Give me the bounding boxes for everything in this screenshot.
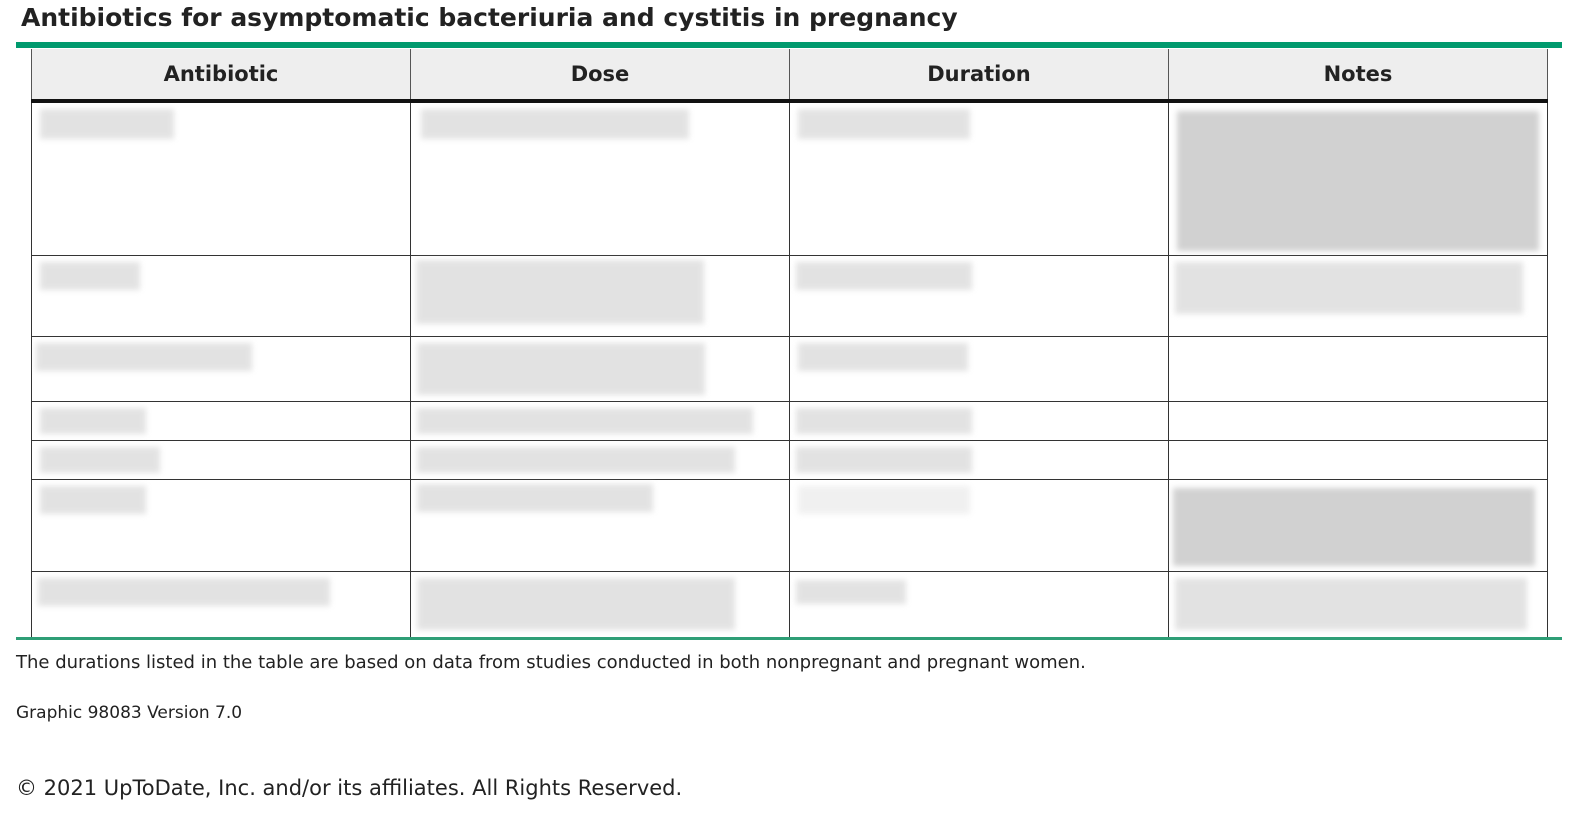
table-cell-dose (411, 479, 790, 571)
table-cell-antibiotic (32, 336, 411, 401)
redacted-text (38, 578, 330, 606)
redacted-text (40, 408, 146, 434)
column-header-antibiotic: Antibiotic (32, 49, 411, 101)
table-row (32, 401, 1548, 440)
table-row (32, 101, 1548, 255)
copyright-notice: © 2021 UpToDate, Inc. and/or its affiliates. All Rights Reserved. (16, 776, 683, 800)
redacted-text (40, 486, 146, 514)
table-cell-duration (790, 101, 1169, 255)
redacted-text (796, 262, 972, 290)
page-title: Antibiotics for asymptomatic bacteriuria and cystitis in pregnancy (21, 3, 958, 32)
table-cell-duration (790, 571, 1169, 637)
redacted-text (1175, 262, 1523, 314)
redacted-text (1177, 111, 1539, 251)
table-row (32, 479, 1548, 571)
redacted-text (417, 343, 705, 395)
table-cell-dose (411, 440, 790, 479)
table-cell-notes (1169, 479, 1548, 571)
table-cell-antibiotic (32, 440, 411, 479)
redacted-text (798, 486, 970, 514)
table-cell-notes (1169, 571, 1548, 637)
title-divider (16, 42, 1562, 48)
graphic-version-label: Graphic 98083 Version 7.0 (16, 703, 243, 723)
redacted-text (417, 578, 735, 630)
table-cell-duration (790, 401, 1169, 440)
table-cell-dose (411, 571, 790, 637)
table-cell-antibiotic (32, 255, 411, 336)
redacted-text (798, 343, 968, 371)
redacted-text (798, 109, 970, 139)
table-cell-dose (411, 101, 790, 255)
table-cell-antibiotic (32, 101, 411, 255)
table-row (32, 571, 1548, 637)
redacted-text (1173, 488, 1535, 566)
table-cell-notes (1169, 336, 1548, 401)
redacted-text (40, 447, 160, 473)
table-cell-notes (1169, 440, 1548, 479)
redacted-text (417, 408, 753, 434)
antibiotics-table (31, 49, 1548, 638)
redacted-text (36, 343, 252, 371)
table-cell-notes (1169, 101, 1548, 255)
redacted-text (40, 262, 140, 290)
redacted-text (417, 484, 653, 512)
table-row (32, 440, 1548, 479)
table-cell-duration (790, 479, 1169, 571)
table-header-row (32, 49, 1548, 101)
table-cell-duration (790, 336, 1169, 401)
table-cell-notes (1169, 255, 1548, 336)
column-header-notes: Notes (1169, 49, 1548, 101)
table-row (32, 255, 1548, 336)
table-cell-antibiotic (32, 571, 411, 637)
table-cell-antibiotic (32, 479, 411, 571)
redacted-text (417, 447, 735, 473)
redacted-text (796, 447, 972, 473)
table-cell-antibiotic (32, 401, 411, 440)
redacted-text (796, 408, 972, 434)
table-cell-duration (790, 255, 1169, 336)
table-cell-duration (790, 440, 1169, 479)
table-cell-notes (1169, 401, 1548, 440)
redacted-text (416, 260, 704, 324)
table-cell-dose (411, 401, 790, 440)
column-header-duration: Duration (790, 49, 1169, 101)
table-footnote: The durations listed in the table are based on data from studies conducted in both nonpregnant and pregnant women. (16, 652, 1086, 673)
redacted-text (796, 580, 906, 604)
redacted-text (40, 109, 174, 139)
column-header-dose: Dose (411, 49, 790, 101)
table-cell-dose (411, 336, 790, 401)
table-cell-dose (411, 255, 790, 336)
table-bottom-divider (16, 637, 1562, 640)
redacted-text (1175, 578, 1527, 630)
table-row (32, 336, 1548, 401)
redacted-text (421, 109, 689, 139)
